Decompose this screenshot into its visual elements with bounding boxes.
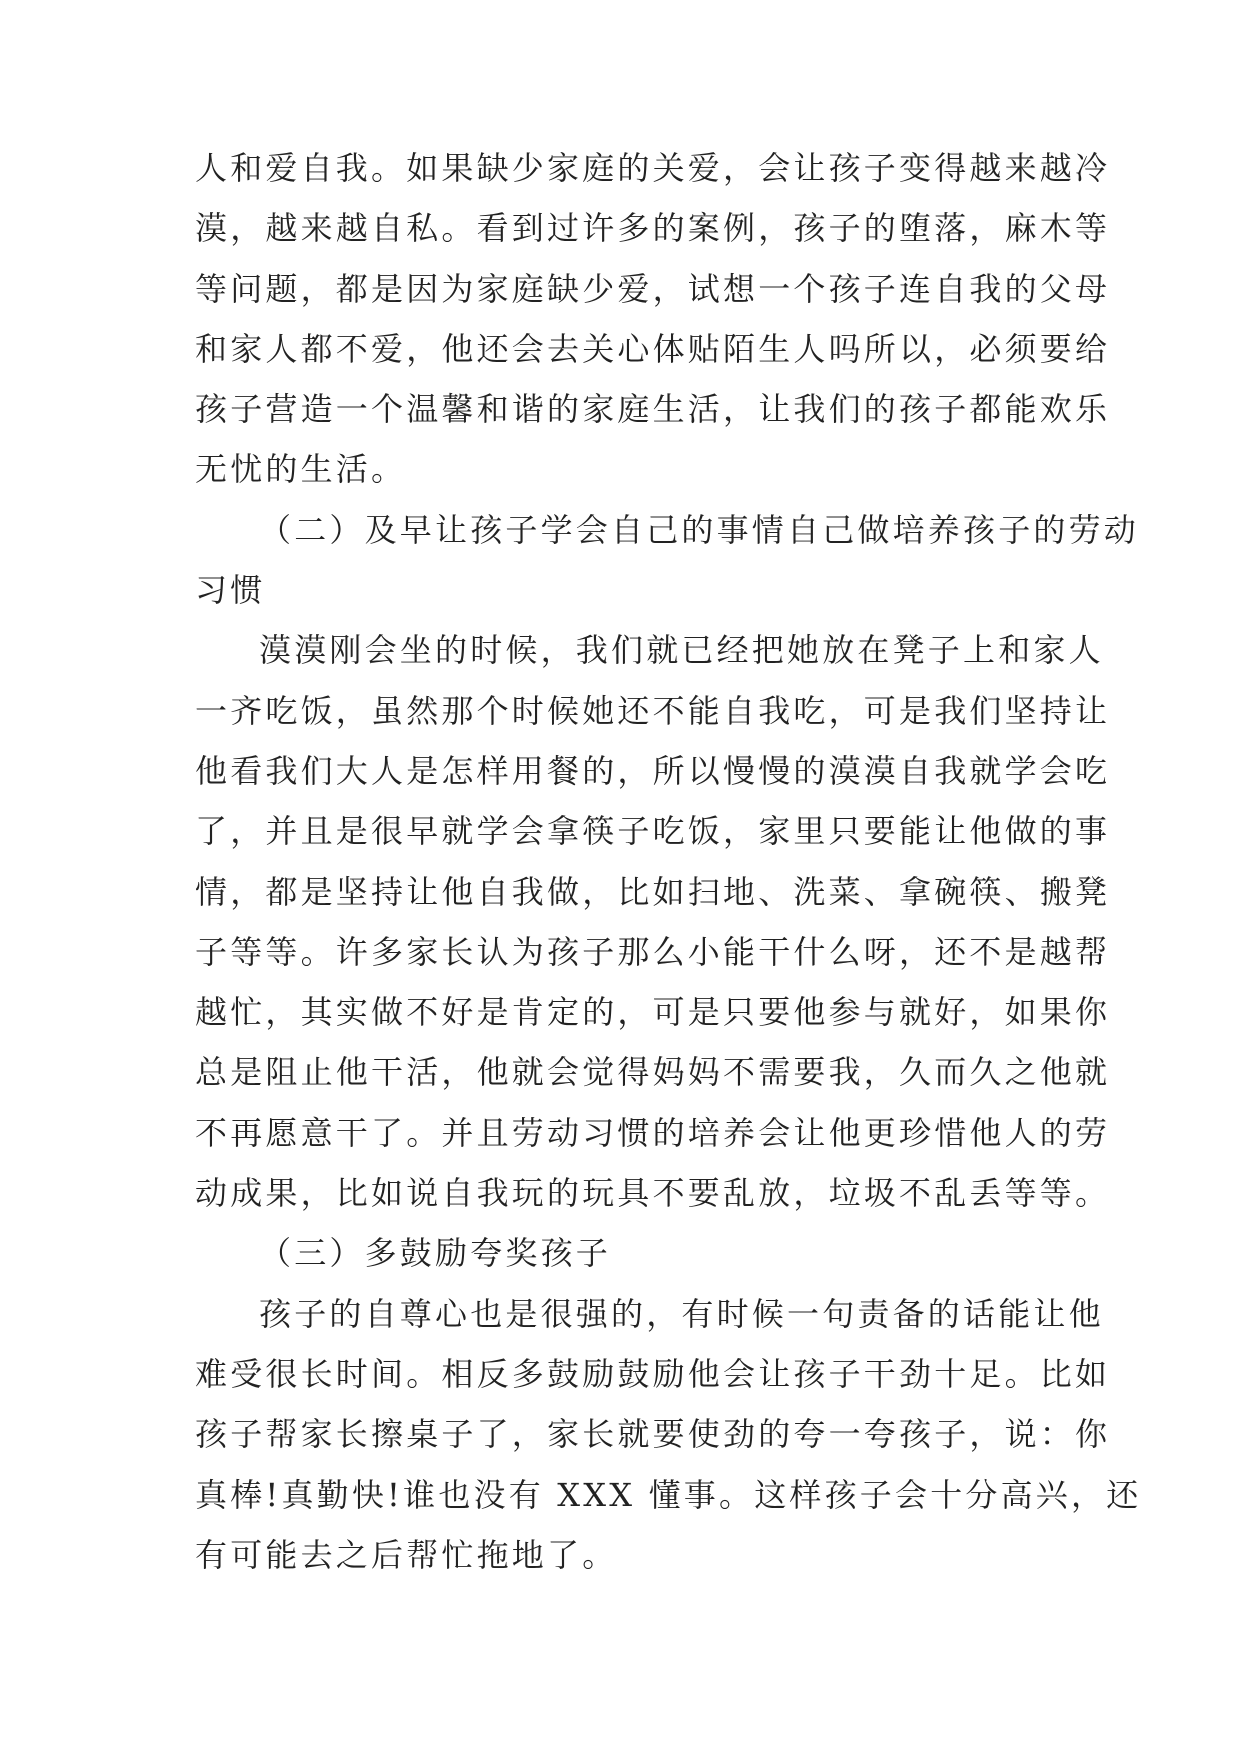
paragraph-line: 孩子帮家长擦桌子了，家长就要使劲的夸一夸孩子，说：你 — [195, 1415, 1111, 1454]
paragraph-line: 难受很长时间。相反多鼓励鼓励他会让孩子干劲十足。比如 — [195, 1354, 1111, 1393]
paragraph-line: 越忙，其实做不好是肯定的，可是只要他参与就好，如果你 — [195, 993, 1111, 1032]
paragraph-line: 总是阻止他干活，他就会觉得妈妈不需要我，久而久之他就 — [195, 1053, 1111, 1092]
paragraph-line: 真棒!真勤快!谁也没有 XXX 懂事。这样孩子会十分高兴，还 — [195, 1475, 1142, 1514]
document-body — [195, 138, 1142, 1585]
paragraph-line: 动成果，比如说自我玩的玩具不要乱放，垃圾不乱丢等等。 — [195, 1174, 1111, 1213]
paragraph-line: 一齐吃饭，虽然那个时候她还不能自我吃，可是我们坚持让 — [195, 691, 1111, 730]
paragraph-line: 无忧的生活。 — [195, 450, 407, 489]
paragraph-line: 有可能去之后帮忙拖地了。 — [195, 1535, 618, 1574]
section-heading-2-cont: 习惯 — [195, 571, 266, 610]
paragraph-line: 人和爱自我。如果缺少家庭的关爱，会让孩子变得越来越冷 — [195, 149, 1111, 187]
paragraph-line: 子等等。许多家长认为孩子那么小能干什么呀，还不是越帮 — [195, 932, 1111, 971]
paragraph-line: 情，都是坚持让他自我做，比如扫地、洗菜、拿碗筷、搬凳 — [195, 872, 1111, 911]
paragraph-line: 他看我们大人是怎样用餐的，所以慢慢的漠漠自我就学会吃 — [195, 751, 1111, 790]
paragraph-line: 漠，越来越自私。看到过许多的案例，孩子的堕落，麻木等 — [195, 209, 1111, 248]
paragraph-line: 漠漠刚会坐的时候，我们就已经把她放在凳子上和家人 — [259, 631, 1104, 670]
paragraph-line: 孩子营造一个温馨和谐的家庭生活，让我们的孩子都能欢乐 — [195, 390, 1111, 429]
section-heading-2: （二）及早让孩子学会自己的事情自己做培养孩子的劳动 — [259, 510, 1140, 549]
section-heading-3: （三）多鼓励夸奖孩子 — [259, 1234, 612, 1273]
paragraph-line: 了，并且是很早就学会拿筷子吃饭，家里只要能让他做的事 — [195, 812, 1111, 851]
paragraph-line: 等问题，都是因为家庭缺少爱，试想一个孩子连自我的父母 — [195, 269, 1111, 308]
paragraph-line: 不再愿意干了。并且劳动习惯的培养会让他更珍惜他人的劳 — [195, 1113, 1111, 1152]
paragraph-line: 孩子的自尊心也是很强的，有时候一句责备的话能让他 — [259, 1294, 1104, 1333]
paragraph-line: 和家人都不爱，他还会去关心体贴陌生人吗所以，必须要给 — [195, 329, 1111, 368]
